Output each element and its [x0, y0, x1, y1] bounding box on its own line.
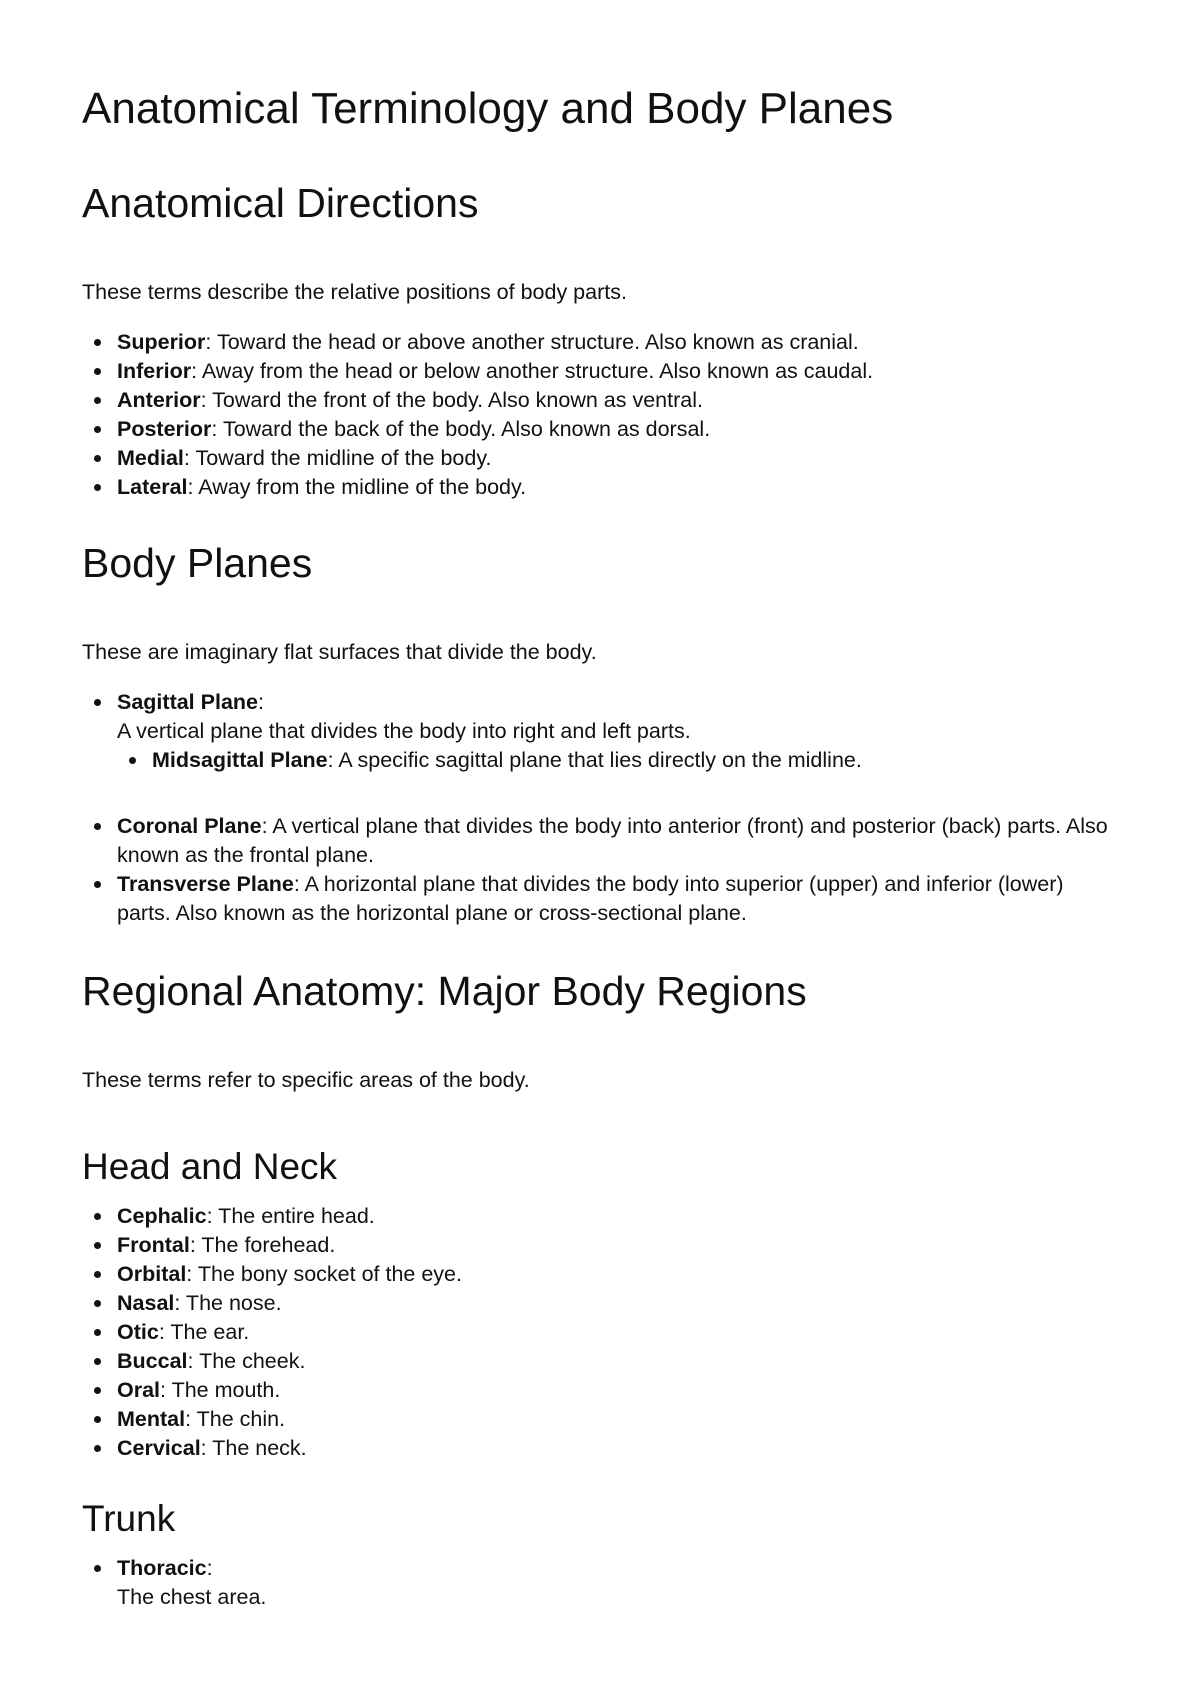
- definition: : Away from the head or below another structure. Also known as caudal.: [191, 359, 874, 383]
- list-item: [82, 688, 1122, 775]
- page-title: Anatomical Terminology and Body Planes: [82, 84, 894, 133]
- term: Sagittal Plane: [117, 690, 258, 714]
- term: Thoracic: [117, 1556, 207, 1580]
- definition: : Away from the midline of the body.: [187, 475, 527, 499]
- sagittal-list: [82, 688, 1122, 775]
- list-item: [82, 1405, 1122, 1434]
- list-item: [82, 1347, 1122, 1376]
- regional-intro: These terms refer to specific areas of the body.: [82, 1068, 530, 1092]
- subsection-heading-head-neck: Head and Neck: [82, 1146, 338, 1187]
- definition: : Toward the back of the body. Also known as dorsal.: [211, 417, 711, 441]
- section-heading-planes: Body Planes: [82, 540, 313, 586]
- list-item: [82, 328, 1122, 357]
- sagittal-sublist: [117, 746, 1122, 775]
- term: Frontal: [117, 1233, 190, 1257]
- list-item: [82, 1554, 1122, 1612]
- directions-list: [82, 328, 1122, 502]
- planes-list: [82, 812, 1122, 928]
- term: Oral: [117, 1378, 161, 1402]
- list-item: [82, 1376, 1122, 1405]
- head-neck-list: [82, 1202, 1122, 1463]
- trunk-list: [82, 1554, 1122, 1612]
- list-item: [82, 870, 1122, 928]
- list-item: [82, 812, 1122, 870]
- colon: :: [258, 690, 264, 714]
- colon: :: [206, 1556, 213, 1580]
- definition: A vertical plane that divides the body into right and left parts.: [117, 719, 691, 743]
- term: Anterior: [117, 388, 201, 412]
- section-heading-directions: Anatomical Directions: [82, 180, 479, 226]
- definition: : The mouth.: [160, 1378, 281, 1402]
- term: Lateral: [117, 475, 188, 499]
- definition: : A vertical plane that divides the body into anterior (front) and posterior (back) parts. Also known as the frontal plane.: [117, 814, 1108, 867]
- definition: : Toward the front of the body. Also known as ventral.: [200, 388, 703, 412]
- term: Posterior: [117, 417, 212, 441]
- term: Superior: [117, 330, 206, 354]
- section-heading-regional: Regional Anatomy: Major Body Regions: [82, 968, 807, 1014]
- list-item: [117, 746, 1122, 775]
- definition: : A specific sagittal plane that lies directly on the midline.: [327, 748, 862, 772]
- directions-intro: These terms describe the relative positions of body parts.: [82, 280, 627, 304]
- term: Transverse Plane: [117, 872, 294, 896]
- term: Nasal: [117, 1291, 175, 1315]
- definition: The chest area.: [117, 1585, 267, 1609]
- term: Otic: [117, 1320, 159, 1344]
- definition: : A horizontal plane that divides the body into superior (upper) and inferior (lower) parts. Also known as the horizontal plane or cross-sectional plane.: [117, 872, 1064, 925]
- list-item: [82, 1434, 1122, 1463]
- list-item: [82, 1289, 1122, 1318]
- definition: : The cheek.: [187, 1349, 306, 1373]
- definition: : Toward the midline of the body.: [183, 446, 492, 470]
- list-item: [82, 1260, 1122, 1289]
- definition: : The ear.: [158, 1320, 250, 1344]
- list-item: [82, 415, 1122, 444]
- definition: : The nose.: [174, 1291, 282, 1315]
- definition: : The neck.: [200, 1436, 307, 1460]
- subsection-heading-trunk: Trunk: [82, 1498, 176, 1539]
- term: Buccal: [117, 1349, 188, 1373]
- term: Inferior: [117, 359, 192, 383]
- definition: : The entire head.: [206, 1204, 375, 1228]
- list-item: [82, 1231, 1122, 1260]
- definition: : The chin.: [185, 1407, 286, 1431]
- term: Cervical: [117, 1436, 201, 1460]
- definition: : The forehead.: [189, 1233, 336, 1257]
- list-item: [82, 473, 1122, 502]
- list-item: [82, 386, 1122, 415]
- list-item: [82, 1202, 1122, 1231]
- list-item: [82, 357, 1122, 386]
- term: Midsagittal Plane: [152, 748, 328, 772]
- term: Mental: [117, 1407, 186, 1431]
- term: Medial: [117, 446, 184, 470]
- term: Cephalic: [117, 1204, 207, 1228]
- definition: : The bony socket of the eye.: [186, 1262, 462, 1286]
- definition: : Toward the head or above another structure. Also known as cranial.: [205, 330, 859, 354]
- list-item: [82, 444, 1122, 473]
- planes-intro: These are imaginary flat surfaces that divide the body.: [82, 640, 597, 664]
- term: Coronal Plane: [117, 814, 262, 838]
- list-item: [82, 1318, 1122, 1347]
- term: Orbital: [117, 1262, 187, 1286]
